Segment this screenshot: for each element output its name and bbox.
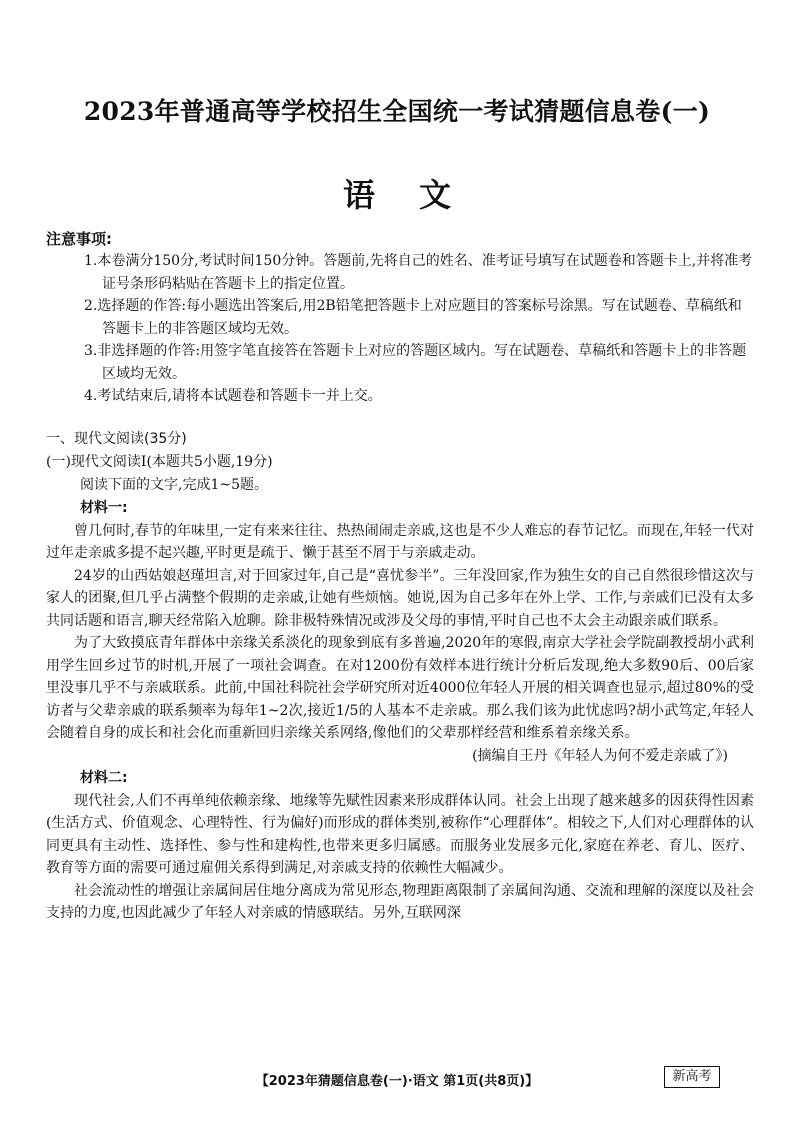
material1-paragraph: 为了大致摸底青年群体中亲缘关系淡化的现象到底有多普遍,2020年的寒假,南京大学社会学院副教授胡小武利用学生回乡过节的时机,开展了一项社会调查。在对1200份有效样本进行统计分析后发现,绝大多数90后、00后家里没事几乎不与亲戚联系。此前,中国社科院社会学研究所对近4000位年轻人开展的相关调查也显示,超过80%的受访者与父辈亲戚的联系频率为每年1~2次,接近1/5的人基本不走亲戚。那么我们该为此忧虑吗?胡小武笃定,年轻人会随着自身的成长和社会化而重新回归亲缘关系网络,像他们的父辈那样经营和维系着亲缘关系。: [46, 635, 754, 741]
material2-paragraph: 社会流动性的增强让亲属间居住地分离成为常见形态,物理距离限制了亲属间沟通、交流和理解的深度以及社会支持的力度,也因此减少了年轻人对亲戚的情感联结。另外,互联网深: [46, 882, 754, 921]
material2-heading: 材料二:: [80, 770, 128, 786]
material1-source: (摘编自王丹《年轻人为何不爱走亲戚了》): [472, 747, 728, 764]
notice-item: 4.考试结束后,请将本试题卷和答题卡一并上交。: [84, 388, 382, 404]
material1-paragraph: 曾几何时,春节的年味里,一定有来来往往、热热闹闹走亲戚,这也是不少人难忘的春节记忆。而现在,年轻一代对过年走亲戚多提不起兴趣,平时更是疏于、懒于甚至不屑于与亲戚走动。: [46, 522, 754, 561]
section-subheading: (一)现代文阅读Ⅰ(本题共5小题,19分): [46, 454, 273, 470]
exam-type-badge: 新高考: [664, 1066, 720, 1088]
page-footer: 【2023年猜题信息卷(一)·语文 第1页(共8页)】: [255, 1074, 539, 1089]
material1-heading: 材料一:: [80, 500, 128, 516]
material2-paragraph: 现代社会,人们不再单纯依赖亲缘、地缘等先赋性因素来形成群体认同。社会上出现了越来越多的因获得性因素(生活方式、价值观念、心理特性、行为偏好)而形成的群体类别,被称作“心理群体”。相较之下,人们对心理群体的认同更具有主动性、选择性、参与性和建构性,也带来更多归属感。而服务业发展多元化,家庭在养老、育儿、医疗、教育等方面的需要可通过雇佣关系得到满足,对亲戚支持的依赖性大幅减少。: [46, 792, 754, 876]
material1-paragraph: 24岁的山西姑娘赵瑾坦言,对于回家过年,自己是“喜忧参半”。三年没回家,作为独生女的自己自然很珍惜这次与家人的团聚,但几乎占满整个假期的走亲戚,让她有些烦恼。她说,因为自己多年在外上学、工作,与亲戚们已没有太多共同话题和语言,聊天经常陷入尬聊。除非极特殊情况或涉及父母的事情,平时自己也不太会主动跟亲戚们联系。: [46, 567, 754, 629]
exam-title: 2023年普通高等学校招生全国统一考试猜题信息卷(一): [83, 97, 711, 126]
section-heading: 一、现代文阅读(35分): [46, 431, 187, 447]
subject-title: 语文: [342, 176, 495, 214]
reading-body: [46, 497, 754, 925]
notice-list: [46, 250, 754, 408]
notice-item: 2.选择题的作答:每小题选出答案后,用2B铅笔把答题卡上对应题目的答案标号涂黑。写在试题卷、草稿纸和答题卡上的非答题区域均无效。: [84, 298, 742, 337]
notice-item: 3.非选择题的作答:用签字笔直接答在答题卡上对应的答题区域内。写在试题卷、草稿纸和答题卡上的非答题区域均无效。: [84, 343, 747, 382]
notice-heading: 注意事项:: [46, 230, 112, 248]
notice-item: 1.本卷满分150分,考试时间150分钟。答题前,先将自己的姓名、准考证号填写在试题卷和答题卡上,并将准考证号条形码粘贴在答题卡上的指定位置。: [84, 253, 753, 292]
section-instruction: 阅读下面的文字,完成1~5题。: [80, 477, 268, 493]
